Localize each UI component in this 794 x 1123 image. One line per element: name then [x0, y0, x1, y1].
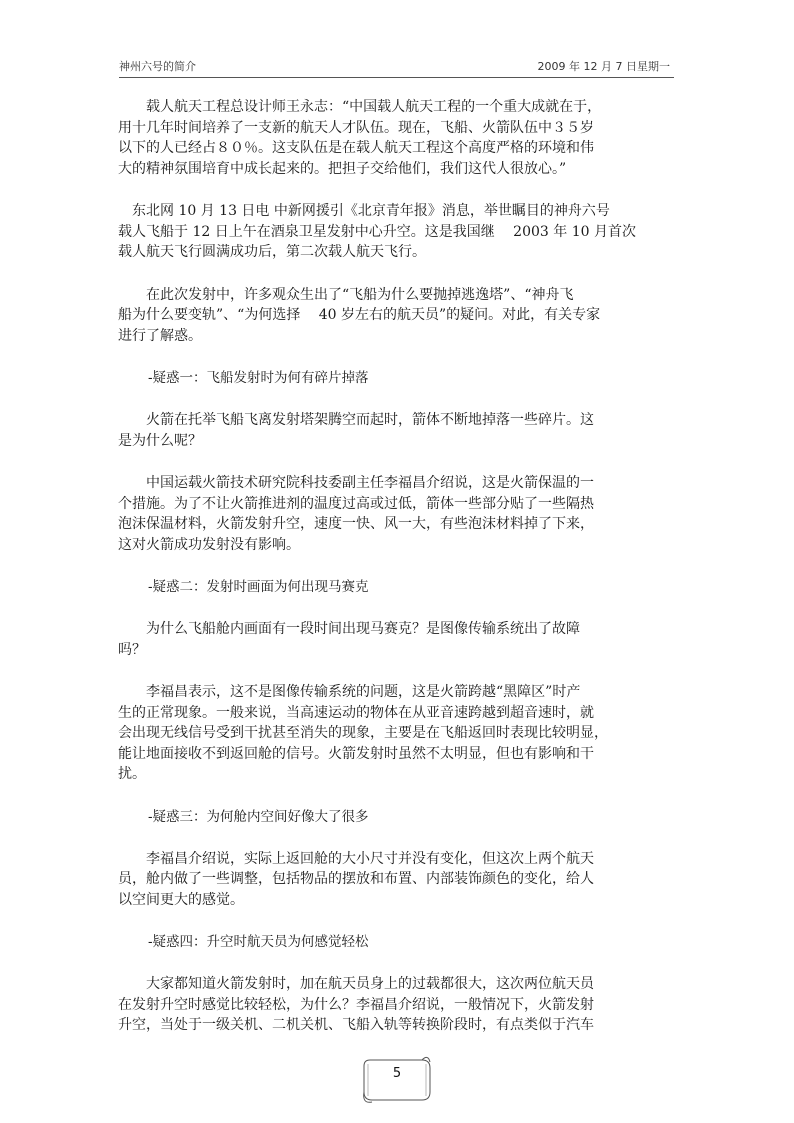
text-line: 载人航天飞行圆满成功后，第二次载人航天飞行。 — [118, 244, 426, 260]
text-line: 中国运载火箭技术研究院科技委副主任李福昌介绍说，这是火箭保温的一 — [118, 475, 594, 491]
text-line: 员，舱内做了一些调整，包括物品的摆放和布置、内部装饰颜色的变化，给人 — [118, 871, 594, 887]
text-line: 会出现无线信号受到干扰甚至消失的现象，主要是在飞船返回时表现比较明显， — [118, 725, 608, 741]
text-line: 吗？ — [118, 641, 146, 658]
header-title: 神州六号的简介 — [119, 60, 196, 73]
page-number: 5 — [392, 1066, 402, 1081]
text-line: 李福昌介绍说，实际上返回舱的大小尺寸并没有变化，但这次上两个航天 — [118, 850, 594, 867]
text-line: 进行了解惑。 — [118, 327, 202, 344]
question-heading-2: -疑惑二：发射时画面为何出现马赛克 — [148, 579, 369, 595]
text-line: 李福昌表示，这不是图像传输系统的问题，这是火箭跨越“黑障区”时产 — [118, 684, 581, 700]
scroll-frame-icon — [360, 1052, 434, 1110]
text-line: 以下的人已经占８０％。这支队伍是在载人航天工程这个高度严格的环境和伟 — [118, 140, 594, 156]
text-line: 大的精神氛围培育中成长起来的。把担子交给他们，我们这代人很放心。” — [118, 160, 567, 177]
question-heading-3: -疑惑三：为何舱内空间好像大了很多 — [148, 808, 369, 825]
text-line: 火箭在托举飞船飞离发射塔架腾空而起时，箭体不断地掉落一些碎片。这 — [118, 412, 594, 428]
text-line: 生的正常现象。一般来说，当高速运动的物体在从亚音速跨越到超音速时，就 — [118, 704, 594, 721]
document-body — [118, 97, 646, 1058]
text-line: 这对火箭成功发射没有影响。 — [118, 536, 300, 553]
paragraph-overload — [118, 974, 646, 1036]
text-line: 以空间更大的感觉。 — [118, 891, 244, 908]
paragraph-mosaic-answer — [118, 682, 646, 785]
page-number-footer — [360, 1052, 434, 1110]
paragraph-questions-intro — [118, 285, 646, 347]
text-line: 升空，当处于一级关机、二机关机、飞船入轨等转换阶段时，有点类似于汽车 — [118, 1017, 594, 1033]
text-line: 为什么飞船舱内画面有一段时间出现马赛克？是图像传输系统出了故障 — [118, 621, 580, 637]
paragraph-launch-news — [118, 201, 646, 263]
page-header — [119, 55, 674, 78]
text-line: 船为什么要变轨”、“为何选择 40 岁左右的航天员”的疑问。对此，有关专家 — [118, 307, 601, 323]
text-line: 泡沫保温材料，火箭发射升空，速度一快、风一大，有些泡沫材料掉了下来， — [118, 516, 594, 532]
text-line: 扰。 — [118, 766, 146, 782]
text-line: 是为什么呢？ — [118, 432, 202, 449]
paragraph-debris-answer — [118, 473, 646, 555]
text-line: 大家都知道火箭发射时，加在航天员身上的过载都很大，这次两位航天员 — [118, 976, 594, 992]
paragraph-mosaic-question — [118, 619, 646, 660]
text-line: 在发射升空时感觉比较轻松，为什么？李福昌介绍说，一般情况下，火箭发射 — [118, 996, 594, 1013]
text-line: 能让地面接收不到返回舱的信号。火箭发射时虽然不太明显，但也有影响和干 — [118, 745, 594, 762]
question-heading-4: -疑惑四：升空时航天员为何感觉轻松 — [148, 934, 369, 950]
text-line: 用十几年时间培养了一支新的航天人才队伍。现在，飞船、火箭队伍中３５岁 — [118, 119, 594, 136]
text-line: 在此次发射中，许多观众生出了“飞船为什么要抛掉逃逸塔”、“神舟飞 — [118, 286, 574, 303]
header-date: 2009 年 12 月 7 日星期一 — [537, 60, 670, 73]
paragraph-cabin-space — [118, 849, 646, 911]
question-heading-1: -疑惑一：飞船发射时为何有碎片掉落 — [148, 370, 369, 386]
text-line: 个措施。为了不让火箭推进剂的温度过高或过低，箭体一些部分贴了一些隔热 — [118, 495, 594, 512]
paragraph-debris-question — [118, 410, 646, 451]
text-line: 载人飞船于 12 日上午在酒泉卫星发射中心升空。这是我国继 2003 年 10 月首次 — [118, 223, 636, 240]
text-line: 载人航天工程总设计师王永志：“中国载人航天工程的一个重大成就在于， — [118, 99, 602, 115]
paragraph-chief-designer — [118, 97, 646, 179]
text-line: 东北网 10 月 13 日电 中新网援引《北京青年报》消息，举世瞩目的神舟六号 — [118, 203, 610, 219]
